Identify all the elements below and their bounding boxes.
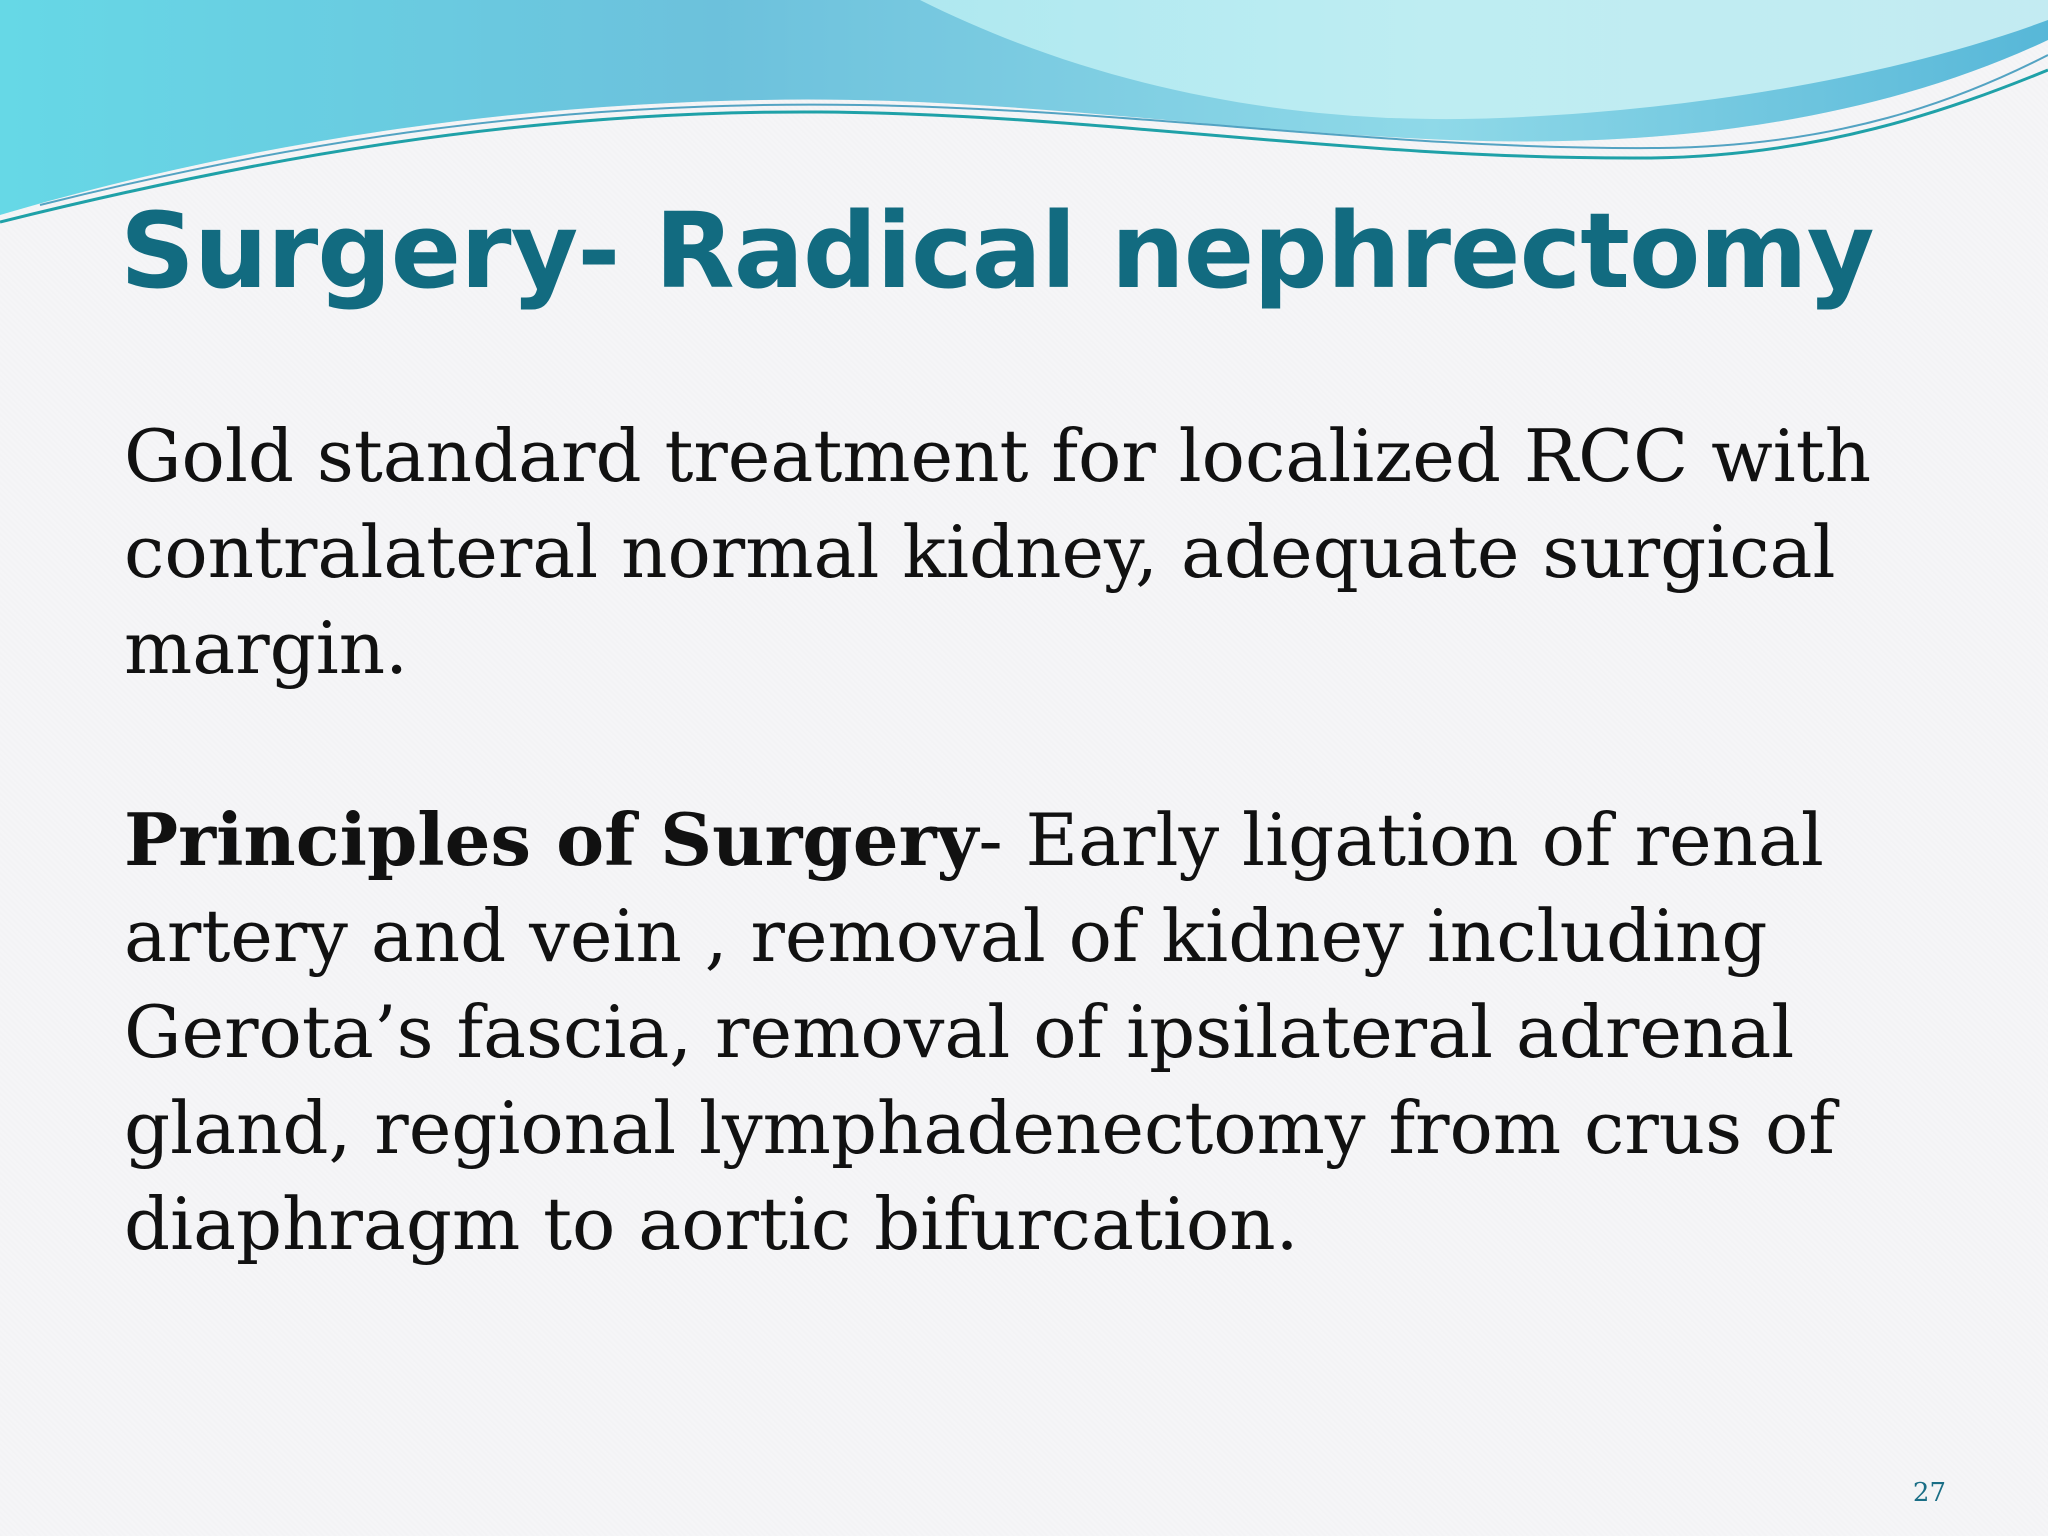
- principles-heading: Principles of Surgery: [124, 797, 979, 882]
- paragraph-principles: [124, 792, 1944, 1272]
- paragraph-gold-standard: Gold standard treatment for localized RCC with contralateral normal kidney, adequate surgical margin.: [124, 414, 1872, 690]
- slide-body: [124, 408, 1944, 1272]
- slide-title: Surgery- Radical nephrectomy: [120, 190, 1874, 312]
- principles-text: - Early ligation of renal artery and vein , removal of kidney including Gerota’s fascia, removal of ipsilateral adrenal gland, regional lymphadenectomy from crus of diaphragm to aortic bifurcation.: [124, 798, 1835, 1266]
- page-number: 27: [1912, 1478, 1946, 1508]
